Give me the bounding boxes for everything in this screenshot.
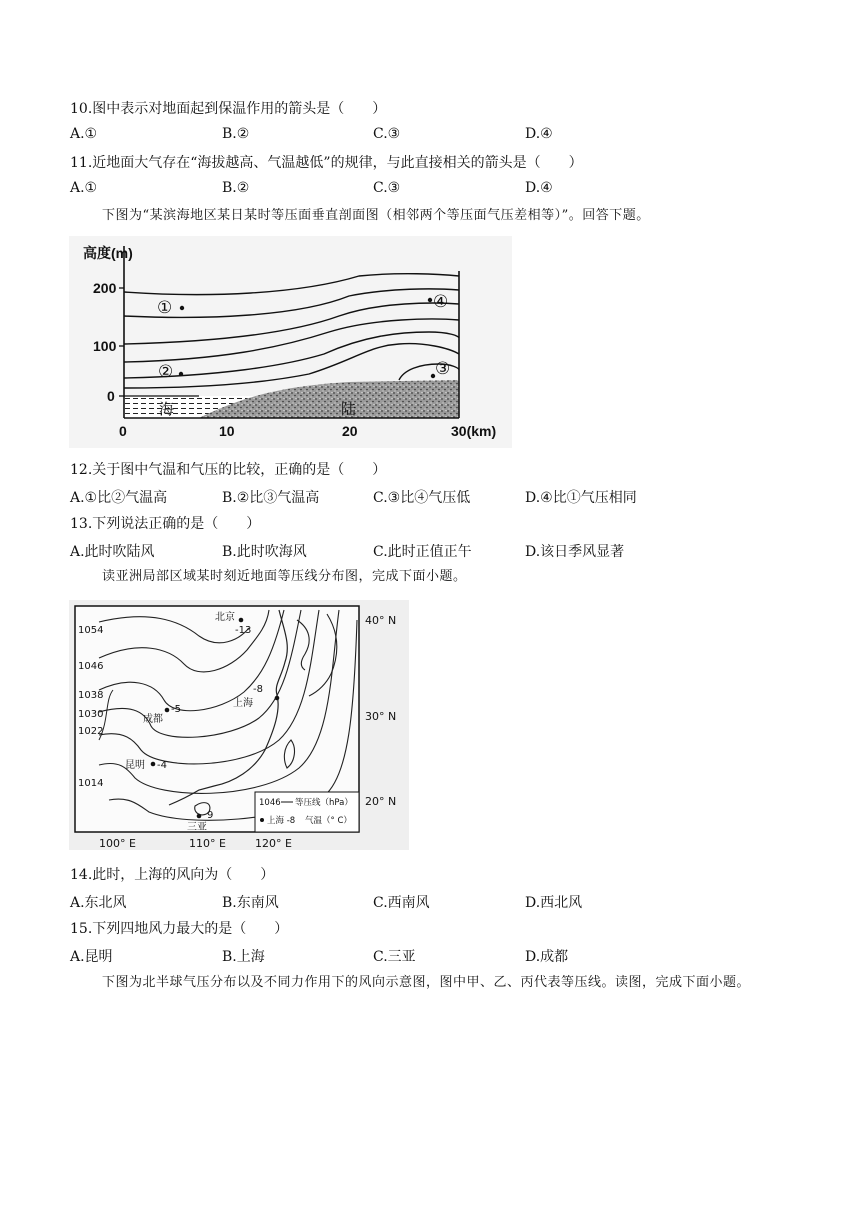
city-shanghai: 上海 xyxy=(233,698,253,709)
point-4-label: ④ xyxy=(433,292,449,311)
legend-isobar-text: 等压线（hPa） xyxy=(295,798,353,808)
isobar-label-1030: 1030 xyxy=(78,709,104,720)
q15-option-b[interactable]: B.上海 xyxy=(222,949,265,965)
q15-option-a[interactable]: A.昆明 xyxy=(70,949,113,965)
q13-option-c[interactable]: C.此时正值正午 xyxy=(373,544,472,560)
point-1-label: ① xyxy=(157,298,173,317)
q10-option-d[interactable]: D.④ xyxy=(525,126,553,142)
isobar-label-1046: 1046 xyxy=(78,661,104,672)
q13-option-b[interactable]: B.此时吹海风 xyxy=(222,544,307,560)
lat-30n: 30° N xyxy=(365,710,397,723)
asia-isobar-map-figure xyxy=(69,600,409,850)
intro-figure-3: 下图为北半球气压分布以及不同力作用下的风向示意图，图中甲、乙、丙代表等压线。读图，完成下面小题。 xyxy=(102,975,751,990)
question-14-stem: 14.此时，上海的风向为（ ） xyxy=(70,867,275,883)
intro-figure-1: 下图为“某滨海地区某日某时等压面垂直剖面图（相邻两个等压面气压差相等）”。回答下题。 xyxy=(102,208,650,223)
question-10-stem: 10.图中表示对地面起到保温作用的箭头是（ ） xyxy=(70,101,387,117)
x-tick-0: 0 xyxy=(119,423,127,439)
temp-beijing: -13 xyxy=(235,625,252,636)
isobar-label-1038: 1038 xyxy=(78,690,104,701)
q14-option-a[interactable]: A.东北风 xyxy=(70,895,127,911)
city-beijing: 北京 xyxy=(215,612,235,623)
y-axis-title: 高度(m) xyxy=(83,245,133,261)
q13-option-d[interactable]: D.该日季风显著 xyxy=(525,544,625,560)
x-tick-20: 20 xyxy=(342,423,358,439)
city-chengdu: 成都 xyxy=(143,714,163,725)
question-13-stem: 13.下列说法正确的是（ ） xyxy=(70,516,261,532)
legend-temp-sample: 上海 -8 xyxy=(267,816,296,826)
q15-option-c[interactable]: C.三亚 xyxy=(373,949,416,965)
question-11-stem: 11.近地面大气存在“海拔越高、气温越低”的规律，与此直接相关的箭头是（ ） xyxy=(70,155,583,171)
temp-kunming: -4 xyxy=(157,760,167,771)
x-tick-10: 10 xyxy=(219,423,235,439)
question-12-stem: 12.关于图中气温和气压的比较，正确的是（ ） xyxy=(70,462,387,478)
legend-isobar-value: 1046 xyxy=(259,798,281,808)
question-15-stem: 15.下列四地风力最大的是（ ） xyxy=(70,921,289,937)
temp-chengdu: -5 xyxy=(171,704,181,715)
q10-option-b[interactable]: B.② xyxy=(222,126,250,142)
q14-option-c[interactable]: C.西南风 xyxy=(373,895,430,911)
lon-100e: 100° E xyxy=(99,837,136,850)
city-kunming: 昆明 xyxy=(125,760,145,771)
q12-option-d[interactable]: D.④比①气压相同 xyxy=(525,490,637,506)
legend-temp-text: 气温（° C） xyxy=(305,816,352,826)
lon-110e: 110° E xyxy=(189,837,226,850)
q12-option-b[interactable]: B.②比③气温高 xyxy=(222,490,320,506)
q12-option-c[interactable]: C.③比④气压低 xyxy=(373,490,471,506)
temp-shanghai: -8 xyxy=(253,684,263,695)
intro-figure-2: 读亚洲局部区域某时刻近地面等压线分布图，完成下面小题。 xyxy=(102,569,467,584)
q11-option-c[interactable]: C.③ xyxy=(373,180,401,196)
lon-120e: 120° E xyxy=(255,837,292,850)
lat-40n: 40° N xyxy=(365,614,397,627)
sea-label: 海 xyxy=(159,400,175,418)
y-tick-100: 100 xyxy=(93,338,117,354)
isobar-label-1014: 1014 xyxy=(78,778,104,789)
map-legend xyxy=(255,792,359,832)
temp-sanya: 9 xyxy=(207,810,214,821)
point-3-label: ③ xyxy=(435,359,451,378)
q14-option-d[interactable]: D.西北风 xyxy=(525,895,583,911)
x-tick-30km: 30(km) xyxy=(451,423,497,439)
q11-option-a[interactable]: A.① xyxy=(70,180,98,196)
q15-option-d[interactable]: D.成都 xyxy=(525,949,569,965)
land-label: 陆 xyxy=(341,400,357,418)
isobar-label-1022: 1022 xyxy=(78,726,104,737)
q11-option-b[interactable]: B.② xyxy=(222,180,250,196)
q11-option-d[interactable]: D.④ xyxy=(525,180,553,196)
q14-option-b[interactable]: B.东南风 xyxy=(222,895,279,911)
point-2-label: ② xyxy=(158,362,174,381)
q10-option-a[interactable]: A.① xyxy=(70,126,98,142)
q13-option-a[interactable]: A.此时吹陆风 xyxy=(70,544,155,560)
q10-option-c[interactable]: C.③ xyxy=(373,126,401,142)
lat-20n: 20° N xyxy=(365,795,397,808)
city-sanya: 三亚 xyxy=(187,822,207,833)
y-tick-200: 200 xyxy=(93,280,117,296)
isobar-label-1054: 1054 xyxy=(78,625,104,636)
isobaric-cross-section-figure xyxy=(69,236,512,448)
y-tick-0: 0 xyxy=(107,388,115,404)
q12-option-a[interactable]: A.①比②气温高 xyxy=(70,490,168,506)
